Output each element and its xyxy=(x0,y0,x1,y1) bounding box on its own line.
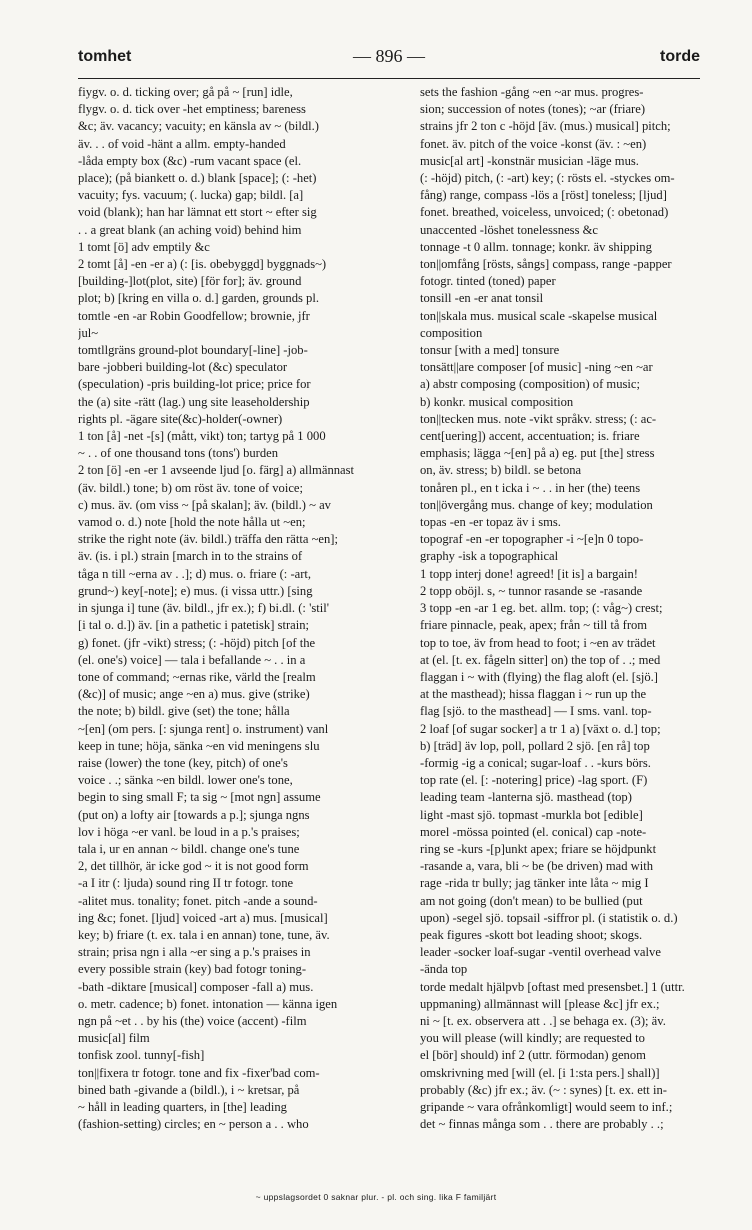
entry-line: fång) range, compass -lös a [röst] toneless; [ljud] xyxy=(420,188,667,203)
entry-line: flag [sjö. to the masthead] — I sms. vanl. top- xyxy=(420,704,652,719)
entry-line: leading team -lanterna sjö. masthead (top) xyxy=(420,790,632,805)
entry-line: strike the right note (äv. bildl.) träffa den rätta ~en]; xyxy=(78,532,338,547)
entry-line: o. metr. cadence; b) fonet. intonation — känna igen xyxy=(78,996,338,1011)
entry-line: 2 topp oböjl. s, ~ tunnor rasande se -rasande xyxy=(420,583,643,598)
entry-line: -bath -diktare [musical] composer -fall a) mus. xyxy=(78,979,314,994)
entry-line: ton||tecken mus. note -vikt språkv. stress; (: ac- xyxy=(420,411,657,426)
entry-line: el [bör] should) inf 2 (uttr. förmodan) genom xyxy=(420,1048,646,1063)
entry-line: at the masthead); hissa flaggan i ~ run up the xyxy=(420,687,647,702)
entry-line: 3 topp -en -ar 1 eg. bet. allm. top; (: våg~) crest; xyxy=(420,601,663,616)
entry-line: plot; b) [kring en villa o. d.] garden, grounds pl. xyxy=(78,291,319,306)
entry-line: (&c)] of music; ange ~en a) mus. give (strike) xyxy=(78,687,310,702)
entry-line: tomtle -en -ar Robin Goodfellow; brownie, jfr xyxy=(78,308,310,323)
entry-line: begin to sing small F; ta sig ~ [mot ngn] assume xyxy=(78,790,321,805)
entry-line: the (a) site -rätt (lag.) ung site leaseholdership xyxy=(78,394,310,409)
entry-line: det ~ finnas många som . . there are probably . .; xyxy=(420,1117,664,1132)
entry-line: morel -mössa pointed (el. conical) cap -note- xyxy=(420,824,647,839)
page-number: — 896 — xyxy=(353,46,425,66)
entry-line: ing &c; fonet. [ljud] voiced -art a) mus. [musical] xyxy=(78,910,328,925)
entry-line: fonet. breathed, voiceless, unvoiced; (: obetonad) xyxy=(420,205,669,220)
entry-line: upon) -segel sjö. topsail -siffror pl. (i statistik o. d.) xyxy=(420,910,678,925)
entry-line: 1 ton [å] -net -[s] (mått, vikt) ton; tartyg på 1 000 xyxy=(78,429,326,444)
entry-line: music[al] film xyxy=(78,1031,150,1046)
entry-line: emphasis; lägga ~[en] på a) eg. put [the] stress xyxy=(420,446,655,461)
entry-line: ~ . . of one thousand tons (tons') burden xyxy=(78,446,279,461)
entry-line: -ända top xyxy=(420,962,468,977)
entry-line: 2 ton [ö] -en -er 1 avseende ljud [o. färg] a) allmännast xyxy=(78,463,355,478)
entry-line: -rasande a, vara, bli ~ be (be driven) mad with xyxy=(420,859,654,874)
entry-line: unaccented -löshet tonelessness &c xyxy=(420,222,599,237)
right-column xyxy=(420,84,702,1133)
entry-line: tonsur [with a med] tonsure xyxy=(420,343,560,358)
entry-line: (: -höjd) pitch, (: -art) key; (: rösts el. -styckes om- xyxy=(420,171,675,186)
entry-line: (fashion-setting) circles; en ~ person a . . who xyxy=(78,1117,309,1132)
entry-line: g) fonet. (jfr -vikt) stress; (: -höjd) pitch [of the xyxy=(78,635,316,650)
entry-line: 1 topp interj done! agreed! [it is] a bargain! xyxy=(420,566,638,581)
entry-line: ngn på ~et . . by his (the) voice (accent) -film xyxy=(78,1013,307,1028)
entry-line: grund~) key[-note]; e) mus. (i vissa uttr.) [sing xyxy=(78,583,313,598)
entry-line: tomtllgräns ground-plot boundary[-line] -job- xyxy=(78,343,308,358)
entry-line: flaggan i ~ with (flying) the flag aloft (el. [sjö.] xyxy=(420,669,658,684)
entry-line: music[al art] -konstnär musician -läge mus. xyxy=(420,153,639,168)
entry-line: on, äv. stress; b) bildl. se betona xyxy=(420,463,582,478)
entry-line: omskrivning med [will (el. [i 1:sta pers.] shall)] xyxy=(420,1065,660,1080)
header-last-entry: torde xyxy=(660,48,700,65)
entry-line: you will please (will kindly; are requested to xyxy=(420,1031,645,1046)
entry-line: 2 tomt [å] -en -er a) (: [is. obebyggd] byggnads~) xyxy=(78,257,327,272)
entry-line: (el. one's) voice] — tala i befallande ~ . . in a xyxy=(78,652,306,667)
entry-line: rights pl. -ägare site(&c)-holder(-owner) xyxy=(78,411,283,426)
entry-line: top rate (el. [: -notering] price) -lag sport. (F) xyxy=(420,773,648,788)
entry-line: cent[uering]) accent, accentuation; is. friare xyxy=(420,429,640,444)
entry-line: raise (lower) the tone (key, pitch) of one's xyxy=(78,755,288,770)
entry-line: ~[en] (om pers. [: sjunga rent] o. instrument) vanl xyxy=(78,721,329,736)
entry-line: peak figures -skott bot leading shoot; skogs. xyxy=(420,927,643,942)
entry-line: keep in tune; höja, sänka ~en vid meningens slu xyxy=(78,738,320,753)
entry-line: every possible strain (key) bad fotogr toning- xyxy=(78,962,307,977)
entry-line: topas -en -er topaz äv i sms. xyxy=(420,515,561,530)
entry-line: 2 loaf [of sugar socker] a tr 1 a) [växt o. d.] top; xyxy=(420,721,661,736)
entry-line: gripande ~ vara ofrånkomligt] would seem to inf.; xyxy=(420,1099,673,1114)
entry-line: [building-]lot(plot, site) [för for]; äv. ground xyxy=(78,274,302,289)
entry-line: -formig -ig a conical; sugar-loaf . . -kurs börs. xyxy=(420,755,651,770)
entry-line: in sjunga i] tune (äv. bildl., jfr ex.); f) bi.dl. (: 'stil' xyxy=(78,601,330,616)
entry-line: äv. . . of void -hänt a allm. empty-handed xyxy=(78,136,286,151)
entry-line: sion; succession of notes (tones); ~ar (friare) xyxy=(420,102,646,117)
entry-line: ton||övergång mus. change of key; modulation xyxy=(420,497,653,512)
entry-line: fonet. äv. pitch of the voice -konst (äv. : ~en) xyxy=(420,136,647,151)
entry-line: key; b) friare (t. ex. tala i en annan) tone, tune, äv. xyxy=(78,927,330,942)
entry-line: b) konkr. musical composition xyxy=(420,394,574,409)
entry-line: ton||omfång [rösts, sångs] compass, range -papper xyxy=(420,257,672,272)
entry-line: (speculation) -pris building-lot price; price for xyxy=(78,377,311,392)
entry-line: -a I itr (: ljuda) sound ring II tr fotogr. tone xyxy=(78,876,294,891)
entry-line: composition xyxy=(420,325,483,340)
entry-line: torde medalt hjälpvb [oftast med presensbet.] 1 (uttr. xyxy=(420,979,685,994)
entry-line: light -mast sjö. topmast -murkla bot [edible] xyxy=(420,807,643,822)
entry-line: [i tal o. d.]) äv. [in a pathetic i patetisk] strain; xyxy=(78,618,310,633)
entry-line: sets the fashion -gång ~en ~ar mus. progres- xyxy=(420,85,644,99)
entry-line: tala i, ur en annan ~ bildl. change one's tune xyxy=(78,841,300,856)
entry-line: vamod o. d.) note [hold the note hålla ut ~en; xyxy=(78,515,306,530)
header-rule xyxy=(78,78,700,79)
entry-line: bare -jobberi building-lot (&c) speculator xyxy=(78,360,288,375)
entry-line: tåga n till ~erna av . .]; d) mus. o. friare (: -art, xyxy=(78,566,312,581)
entry-line: void (blank); han har lämnat ett stort ~ efter sig xyxy=(78,205,317,220)
entry-line: strains jfr 2 ton c -höjd [äv. (mus.) musical] pitch; xyxy=(420,119,671,134)
entry-line: bined bath -givande a (bildl.), i ~ kretsar, på xyxy=(78,1082,300,1097)
entry-line: top to toe, äv from head to foot; i ~en av trädet xyxy=(420,635,656,650)
entry-line: -alitet mus. tonality; fonet. pitch -ande a sound- xyxy=(78,893,318,908)
entry-line: ton||skala mus. musical scale -skapelse musical xyxy=(420,308,658,323)
entry-line: probably (&c) jfr ex.; äv. (~ : synes) [t. ex. ett in- xyxy=(420,1082,667,1097)
entry-line: friare pinnacle, peak, apex; från ~ till tå from xyxy=(420,618,648,633)
entry-line: äv. (is. i pl.) strain [march in to the strains of xyxy=(78,549,303,564)
entry-line: vacuity; fys. vacuum; (. lucka) gap; bildl. [a] xyxy=(78,188,304,203)
entry-line: . . a great blank (an aching void) behind him xyxy=(78,222,302,237)
entry-line: tonsätt||are composer [of music] -ning ~en ~ar xyxy=(420,360,653,375)
entry-line: strain; prisa ngn i alla ~er sing a p.'s praises in xyxy=(78,945,311,960)
entry-line: ton||fixera tr fotogr. tone and fix -fixer'bad com- xyxy=(78,1065,320,1080)
entry-line: ~ håll in leading quarters, in [the] leading xyxy=(78,1099,287,1114)
entry-line: leader -socker loaf-sugar -ventil overhead valve xyxy=(420,945,661,960)
entry-line: rage -rida tr bully; jag tänker inte låta ~ mig I xyxy=(420,876,649,891)
left-column xyxy=(78,84,410,1133)
entry-line: place); (på biankett o. d.) blank [space]; (: -het) xyxy=(78,171,317,186)
entry-line: &c; äv. vacancy; vacuity; en känsla av ~ (bildl.) xyxy=(78,119,319,134)
entry-line: tonsill -en -er anat tonsil xyxy=(420,291,544,306)
entry-line: jul~ xyxy=(78,325,99,340)
entry-line: graphy -isk a topographical xyxy=(420,549,559,564)
entry-line: the note; b) bildl. give (set) the tone; hålla xyxy=(78,704,290,719)
entry-line: voice . .; sänka ~en bildl. lower one's tone, xyxy=(78,773,293,788)
entry-line: tonfisk zool. tunny[-fish] xyxy=(78,1048,205,1063)
entry-line: fiygv. o. d. ticking over; gå på ~ [run] idle, xyxy=(78,85,293,99)
entry-line: am not going (don't mean) to be bullied (put xyxy=(420,893,643,908)
entry-line: ni ~ [t. ex. observera att . .] se behaga ex. (3); äv. xyxy=(420,1013,666,1028)
entry-line: topograf -en -er topographer -i ~[e]n 0 topo- xyxy=(420,532,644,547)
footer-legend: ~ uppslagsordet 0 saknar plur. - pl. och sing. lika F familjärt xyxy=(255,1192,497,1202)
entry-line: (put on) a lofty air [towards a p.]; sjunga ngns xyxy=(78,807,310,822)
entry-line: (äv. bildl.) tone; b) om röst äv. tone of voice; xyxy=(78,480,303,495)
entry-line: uppmaning) allmännast will [please &c] jfr ex.; xyxy=(420,996,660,1011)
entry-line: lov i höga ~er vanl. be loud in a p.'s praises; xyxy=(78,824,300,839)
entry-line: tone of command; ~ernas rike, värld the [realm xyxy=(78,669,316,684)
entry-line: a) abstr composing (composition) of music; xyxy=(420,377,641,392)
entry-line: c) mus. äv. (om viss ~ [på skalan]; äv. (bildl.) ~ av xyxy=(78,497,331,512)
entry-line: 1 tomt [ö] adv emptily &c xyxy=(78,239,210,254)
entry-line: ring se -kurs -[p]unkt apex; friare se höjdpunkt xyxy=(420,841,657,856)
entry-line: flygv. o. d. tick over -het emptiness; bareness xyxy=(78,102,306,117)
header-first-entry: tomhet xyxy=(78,48,132,65)
entry-line: b) [träd] äv lop, poll, pollard 2 sjö. [en rå] top xyxy=(420,738,650,753)
entry-line: fotogr. tinted (toned) paper xyxy=(420,274,556,289)
entry-line: 2, det tillhör, är icke god ~ it is not good form xyxy=(78,859,309,874)
entry-line: at (el. [t. ex. fågeln sitter] on) the top of . .; med xyxy=(420,652,661,667)
entry-line: -låda empty box (&c) -rum vacant space (el. xyxy=(78,153,302,168)
entry-line: tonåren pl., en t icka i ~ . . in her (the) teens xyxy=(420,480,641,495)
entry-line: tonnage -t 0 allm. tonnage; konkr. äv shipping xyxy=(420,239,652,254)
page-header xyxy=(78,48,700,74)
